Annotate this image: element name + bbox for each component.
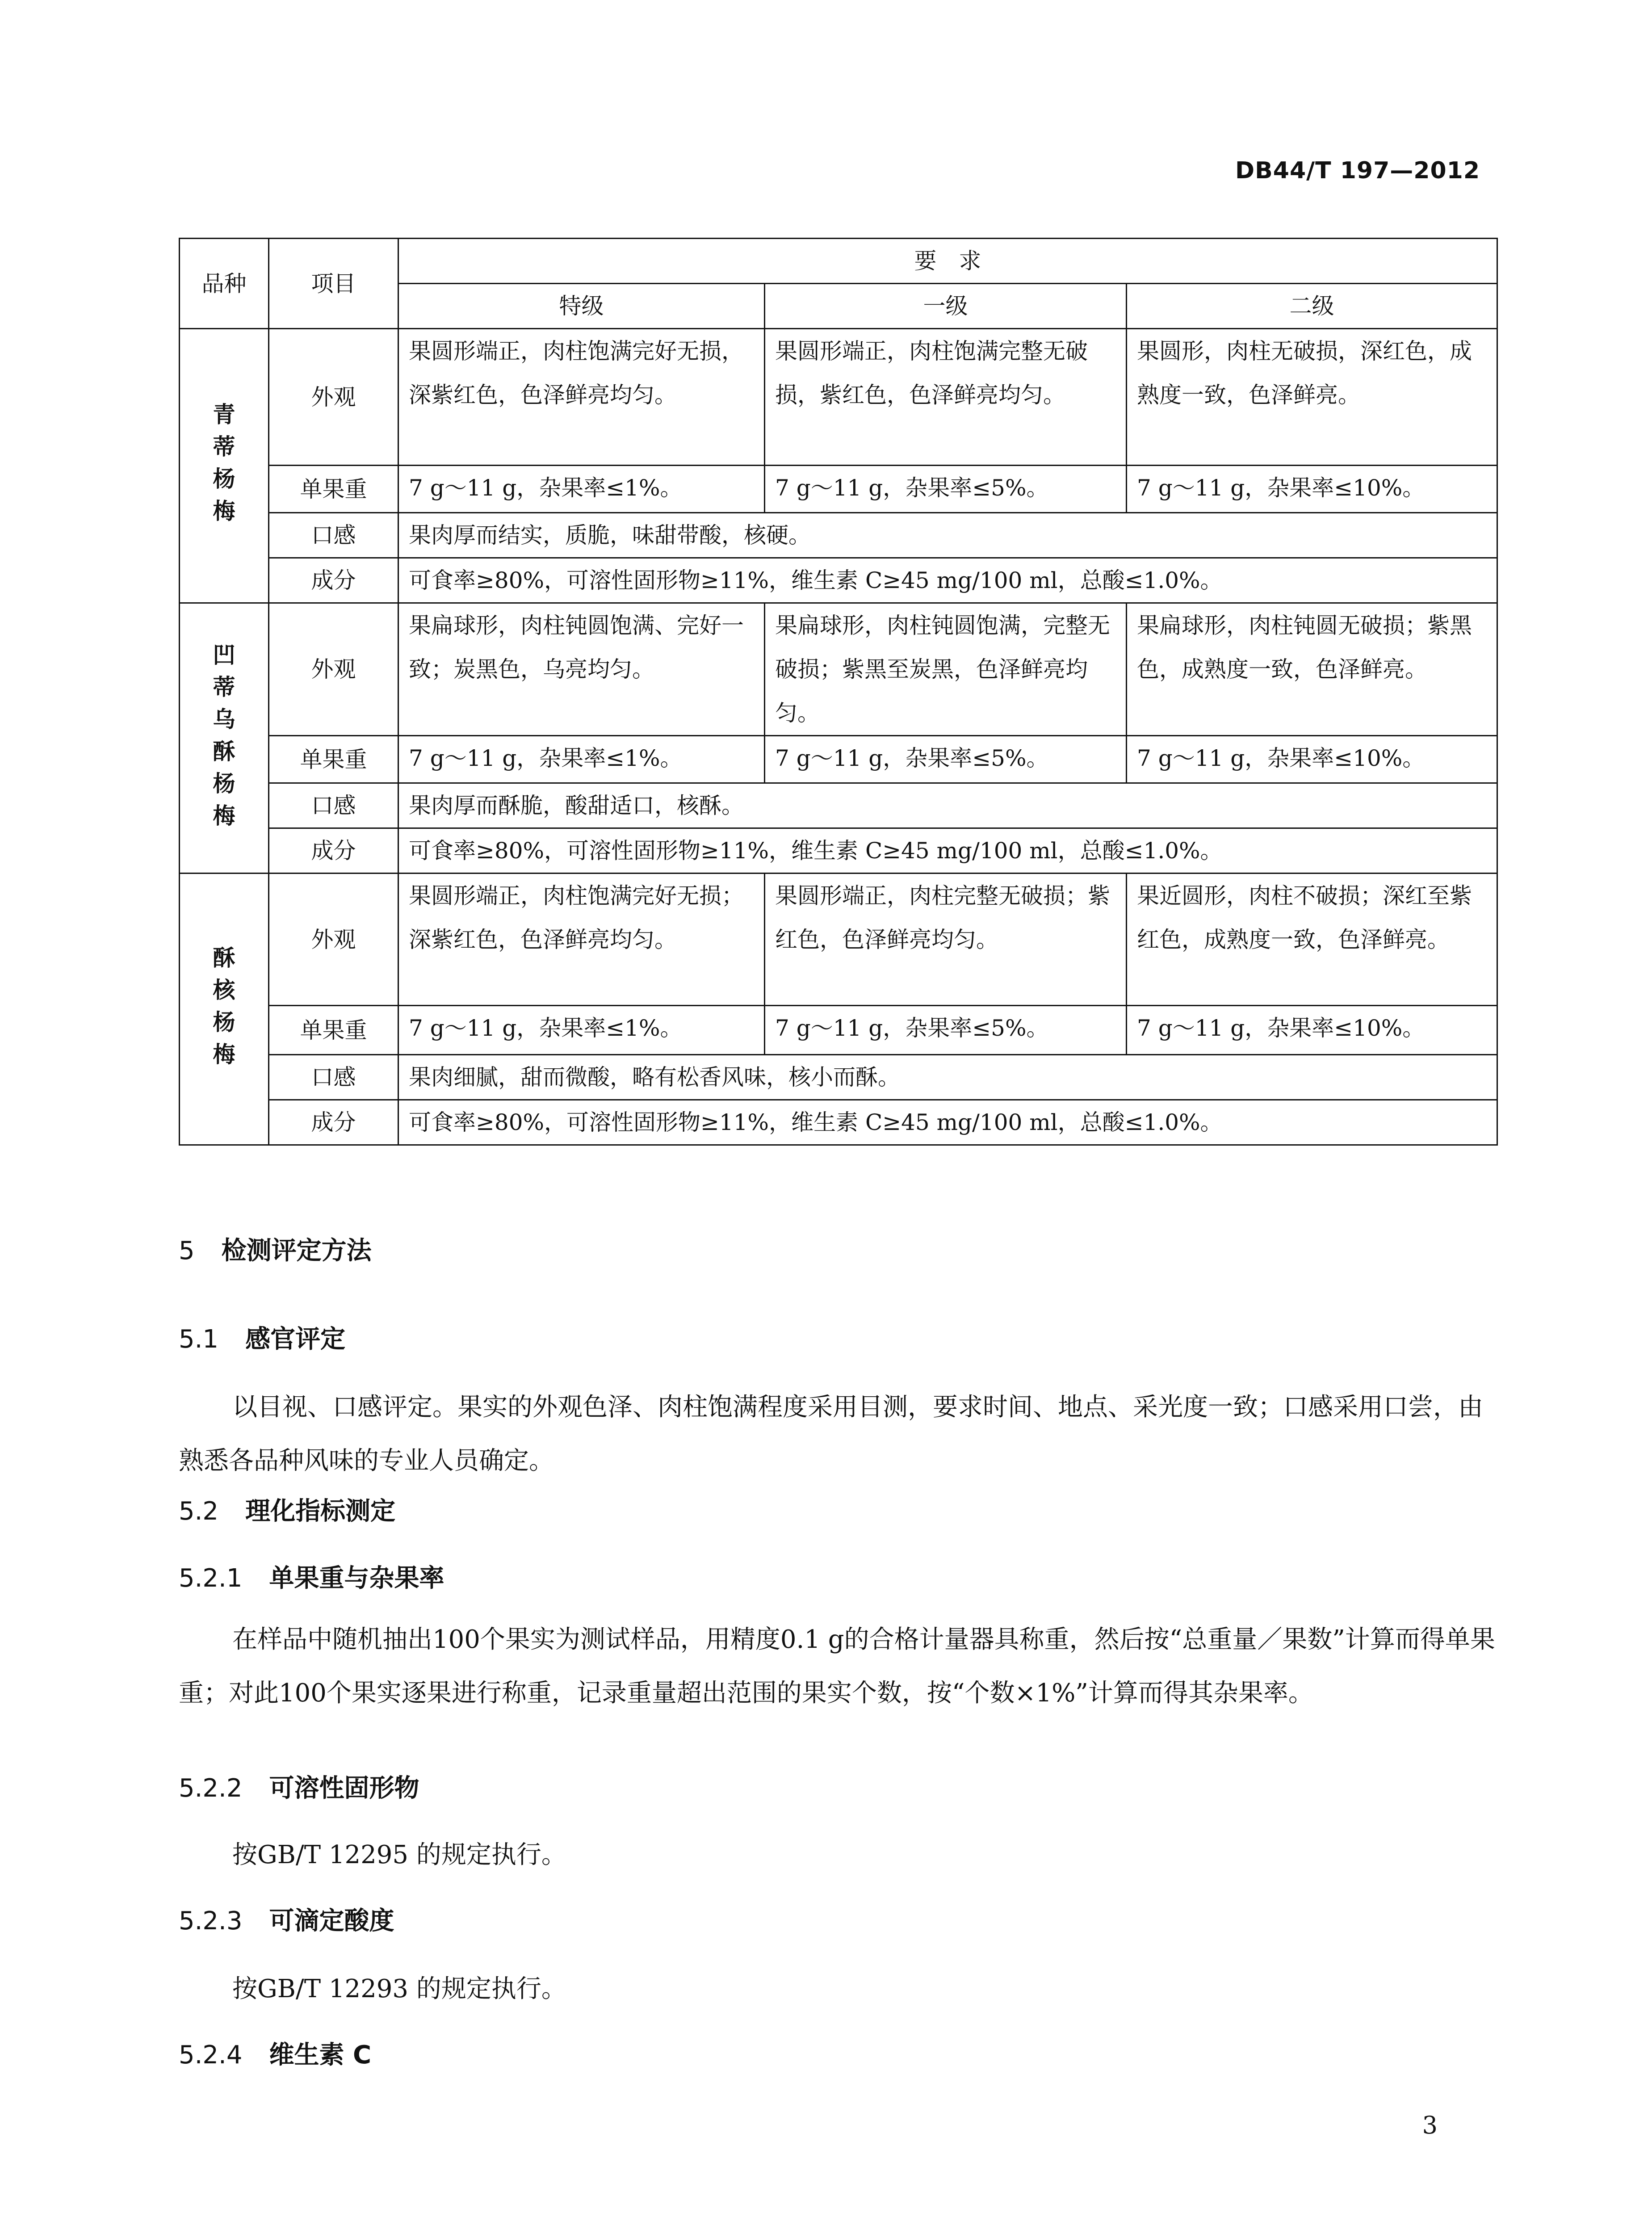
- section-heading: [179, 1231, 372, 1267]
- section-title: 可溶性固形物: [269, 1774, 419, 1803]
- table-cell: 果肉细腻，甜而微酸，略有松香风味，核小而酥。: [398, 1055, 1497, 1100]
- table-cell: 果圆形端正，肉柱饱满完好无损，深紫红色，色泽鲜亮均匀。: [398, 329, 765, 466]
- table-cell: 果肉厚而结实，质脆，味甜带酸，核硬。: [398, 513, 1497, 558]
- item-label: 成分: [269, 828, 398, 873]
- header-grade-premium: 特级: [398, 284, 765, 329]
- table-row: [180, 1100, 1497, 1145]
- item-label: 单果重: [269, 1006, 398, 1055]
- table-cell: 可食率≥80%，可溶性固形物≥11%，维生素 C≥45 mg/100 ml，总酸≤1.0%。: [398, 828, 1497, 873]
- table-cell: 果扁球形，肉柱钝圆无破损；紫黑色，成熟度一致，色泽鲜亮。: [1127, 603, 1497, 736]
- section-heading: [179, 1491, 395, 1527]
- item-label: 外观: [269, 329, 398, 466]
- table-cell: 果扁球形，肉柱钝圆饱满，完整无破损；紫黑至炭黑，色泽鲜亮均匀。: [765, 603, 1127, 736]
- variety-cell: [180, 603, 269, 873]
- page-number: 3: [1422, 2111, 1438, 2139]
- header-grade-first: 一级: [765, 284, 1127, 329]
- paragraph-text: 按GB/T 12293 的规定执行。: [232, 1974, 566, 2003]
- table-cell: 果圆形，肉柱无破损，深红色，成熟度一致，色泽鲜亮。: [1127, 329, 1497, 466]
- table-cell: 7 g～11 g，杂果率≤5%。: [765, 1006, 1127, 1055]
- body-paragraph: [179, 1962, 1497, 2016]
- item-label: 单果重: [269, 736, 398, 783]
- table-row: [180, 329, 1497, 466]
- table-cell: 可食率≥80%，可溶性固形物≥11%，维生素 C≥45 mg/100 ml，总酸≤1.0%。: [398, 1100, 1497, 1145]
- variety-cell: [180, 873, 269, 1145]
- section-title: 感官评定: [245, 1325, 346, 1354]
- table-cell: 果近圆形，肉柱不破损；深红至紫红色，成熟度一致，色泽鲜亮。: [1127, 873, 1497, 1006]
- section-title: 单果重与杂果率: [269, 1564, 444, 1593]
- table-cell: 7 g～11 g，杂果率≤1%。: [398, 1006, 765, 1055]
- section-title: 理化指标测定: [245, 1497, 396, 1526]
- table-cell: 果扁球形，肉柱钝圆饱满、完好一致；炭黑色，乌亮均匀。: [398, 603, 765, 736]
- variety-name: 凹蒂乌酥杨梅: [213, 641, 235, 829]
- section-title: 维生素 C: [269, 2041, 372, 2070]
- header-requirement: 要 求: [398, 239, 1497, 284]
- table-cell: 7 g～11 g，杂果率≤1%。: [398, 736, 765, 783]
- table-cell: 7 g～11 g，杂果率≤5%。: [765, 466, 1127, 513]
- item-label: 外观: [269, 873, 398, 1006]
- section-number: 5.2: [179, 1497, 219, 1526]
- section-heading: [179, 1901, 394, 1937]
- section-number: 5.2.1: [179, 1564, 243, 1593]
- section-number: 5: [179, 1236, 195, 1265]
- table-cell: 7 g～11 g，杂果率≤10%。: [1127, 1006, 1497, 1055]
- section-title: 可滴定酸度: [269, 1906, 394, 1936]
- section-heading: [179, 1768, 419, 1804]
- item-label: 口感: [269, 513, 398, 558]
- table-row: [180, 466, 1497, 513]
- section-heading: [179, 1319, 345, 1355]
- grading-requirements-table: [179, 238, 1498, 1146]
- header-grade-second: 二级: [1127, 284, 1497, 329]
- section-number: 5.1: [179, 1325, 219, 1354]
- table-row: [180, 603, 1497, 736]
- item-label: 单果重: [269, 466, 398, 513]
- item-label: 成分: [269, 558, 398, 603]
- section-heading: [179, 1558, 444, 1594]
- table-cell: 果圆形端正，肉柱饱满完好无损；深紫红色，色泽鲜亮均匀。: [398, 873, 765, 1006]
- table-cell: 果圆形端正，肉柱饱满完整无破损，紫红色，色泽鲜亮均匀。: [765, 329, 1127, 466]
- table-cell: 果肉厚而酥脆，酸甜适口，核酥。: [398, 783, 1497, 828]
- section-number: 5.2.4: [179, 2041, 243, 2070]
- table-cell: 果圆形端正，肉柱完整无破损；紫红色，色泽鲜亮均匀。: [765, 873, 1127, 1006]
- table-cell: 可食率≥80%，可溶性固形物≥11%，维生素 C≥45 mg/100 ml，总酸≤1.0%。: [398, 558, 1497, 603]
- paragraph-text: 在样品中随机抽出100个果实为测试样品，用精度0.1 g的合格计量器具称重，然后按“总重量／果数”计算而得单果重；对此100个果实逐果进行称重，记录重量超出范围的果实个数，按“个数×1%”计算而得其杂果率。: [179, 1625, 1495, 1708]
- document-code: DB44/T 197—2012: [1235, 157, 1480, 184]
- table-cell: 7 g～11 g，杂果率≤1%。: [398, 466, 765, 513]
- header-variety: 品种: [180, 239, 269, 329]
- table-cell: 7 g～11 g，杂果率≤5%。: [765, 736, 1127, 783]
- table-row: [180, 736, 1497, 783]
- body-paragraph: [179, 1613, 1497, 1720]
- table-row: [180, 513, 1497, 558]
- section-title: 检测评定方法: [221, 1236, 372, 1265]
- table-cell: 7 g～11 g，杂果率≤10%。: [1127, 736, 1497, 783]
- table-row: [180, 828, 1497, 873]
- table-row: [180, 1006, 1497, 1055]
- paragraph-text: 以目视、口感评定。果实的外观色泽、肉柱饱满程度采用目测，要求时间、地点、采光度一致；口感采用口尝，由熟悉各品种风味的专业人员确定。: [179, 1393, 1483, 1475]
- table-cell: 7 g～11 g，杂果率≤10%。: [1127, 466, 1497, 513]
- section-number: 5.2.2: [179, 1774, 243, 1803]
- body-paragraph: [179, 1381, 1497, 1488]
- table-header-row: [180, 239, 1497, 284]
- body-paragraph: [179, 1828, 1497, 1882]
- header-item: 项目: [269, 239, 398, 329]
- variety-cell: [180, 329, 269, 603]
- item-label: 口感: [269, 783, 398, 828]
- table-row: [180, 873, 1497, 1006]
- table-row: [180, 1055, 1497, 1100]
- variety-name: 青蒂杨梅: [213, 401, 235, 524]
- table-row: [180, 558, 1497, 603]
- table-row: [180, 783, 1497, 828]
- paragraph-text: 按GB/T 12295 的规定执行。: [232, 1840, 566, 1869]
- section-heading: [179, 2035, 371, 2071]
- item-label: 外观: [269, 603, 398, 736]
- item-label: 成分: [269, 1100, 398, 1145]
- section-number: 5.2.3: [179, 1906, 243, 1936]
- variety-name: 酥核杨梅: [213, 945, 235, 1067]
- item-label: 口感: [269, 1055, 398, 1100]
